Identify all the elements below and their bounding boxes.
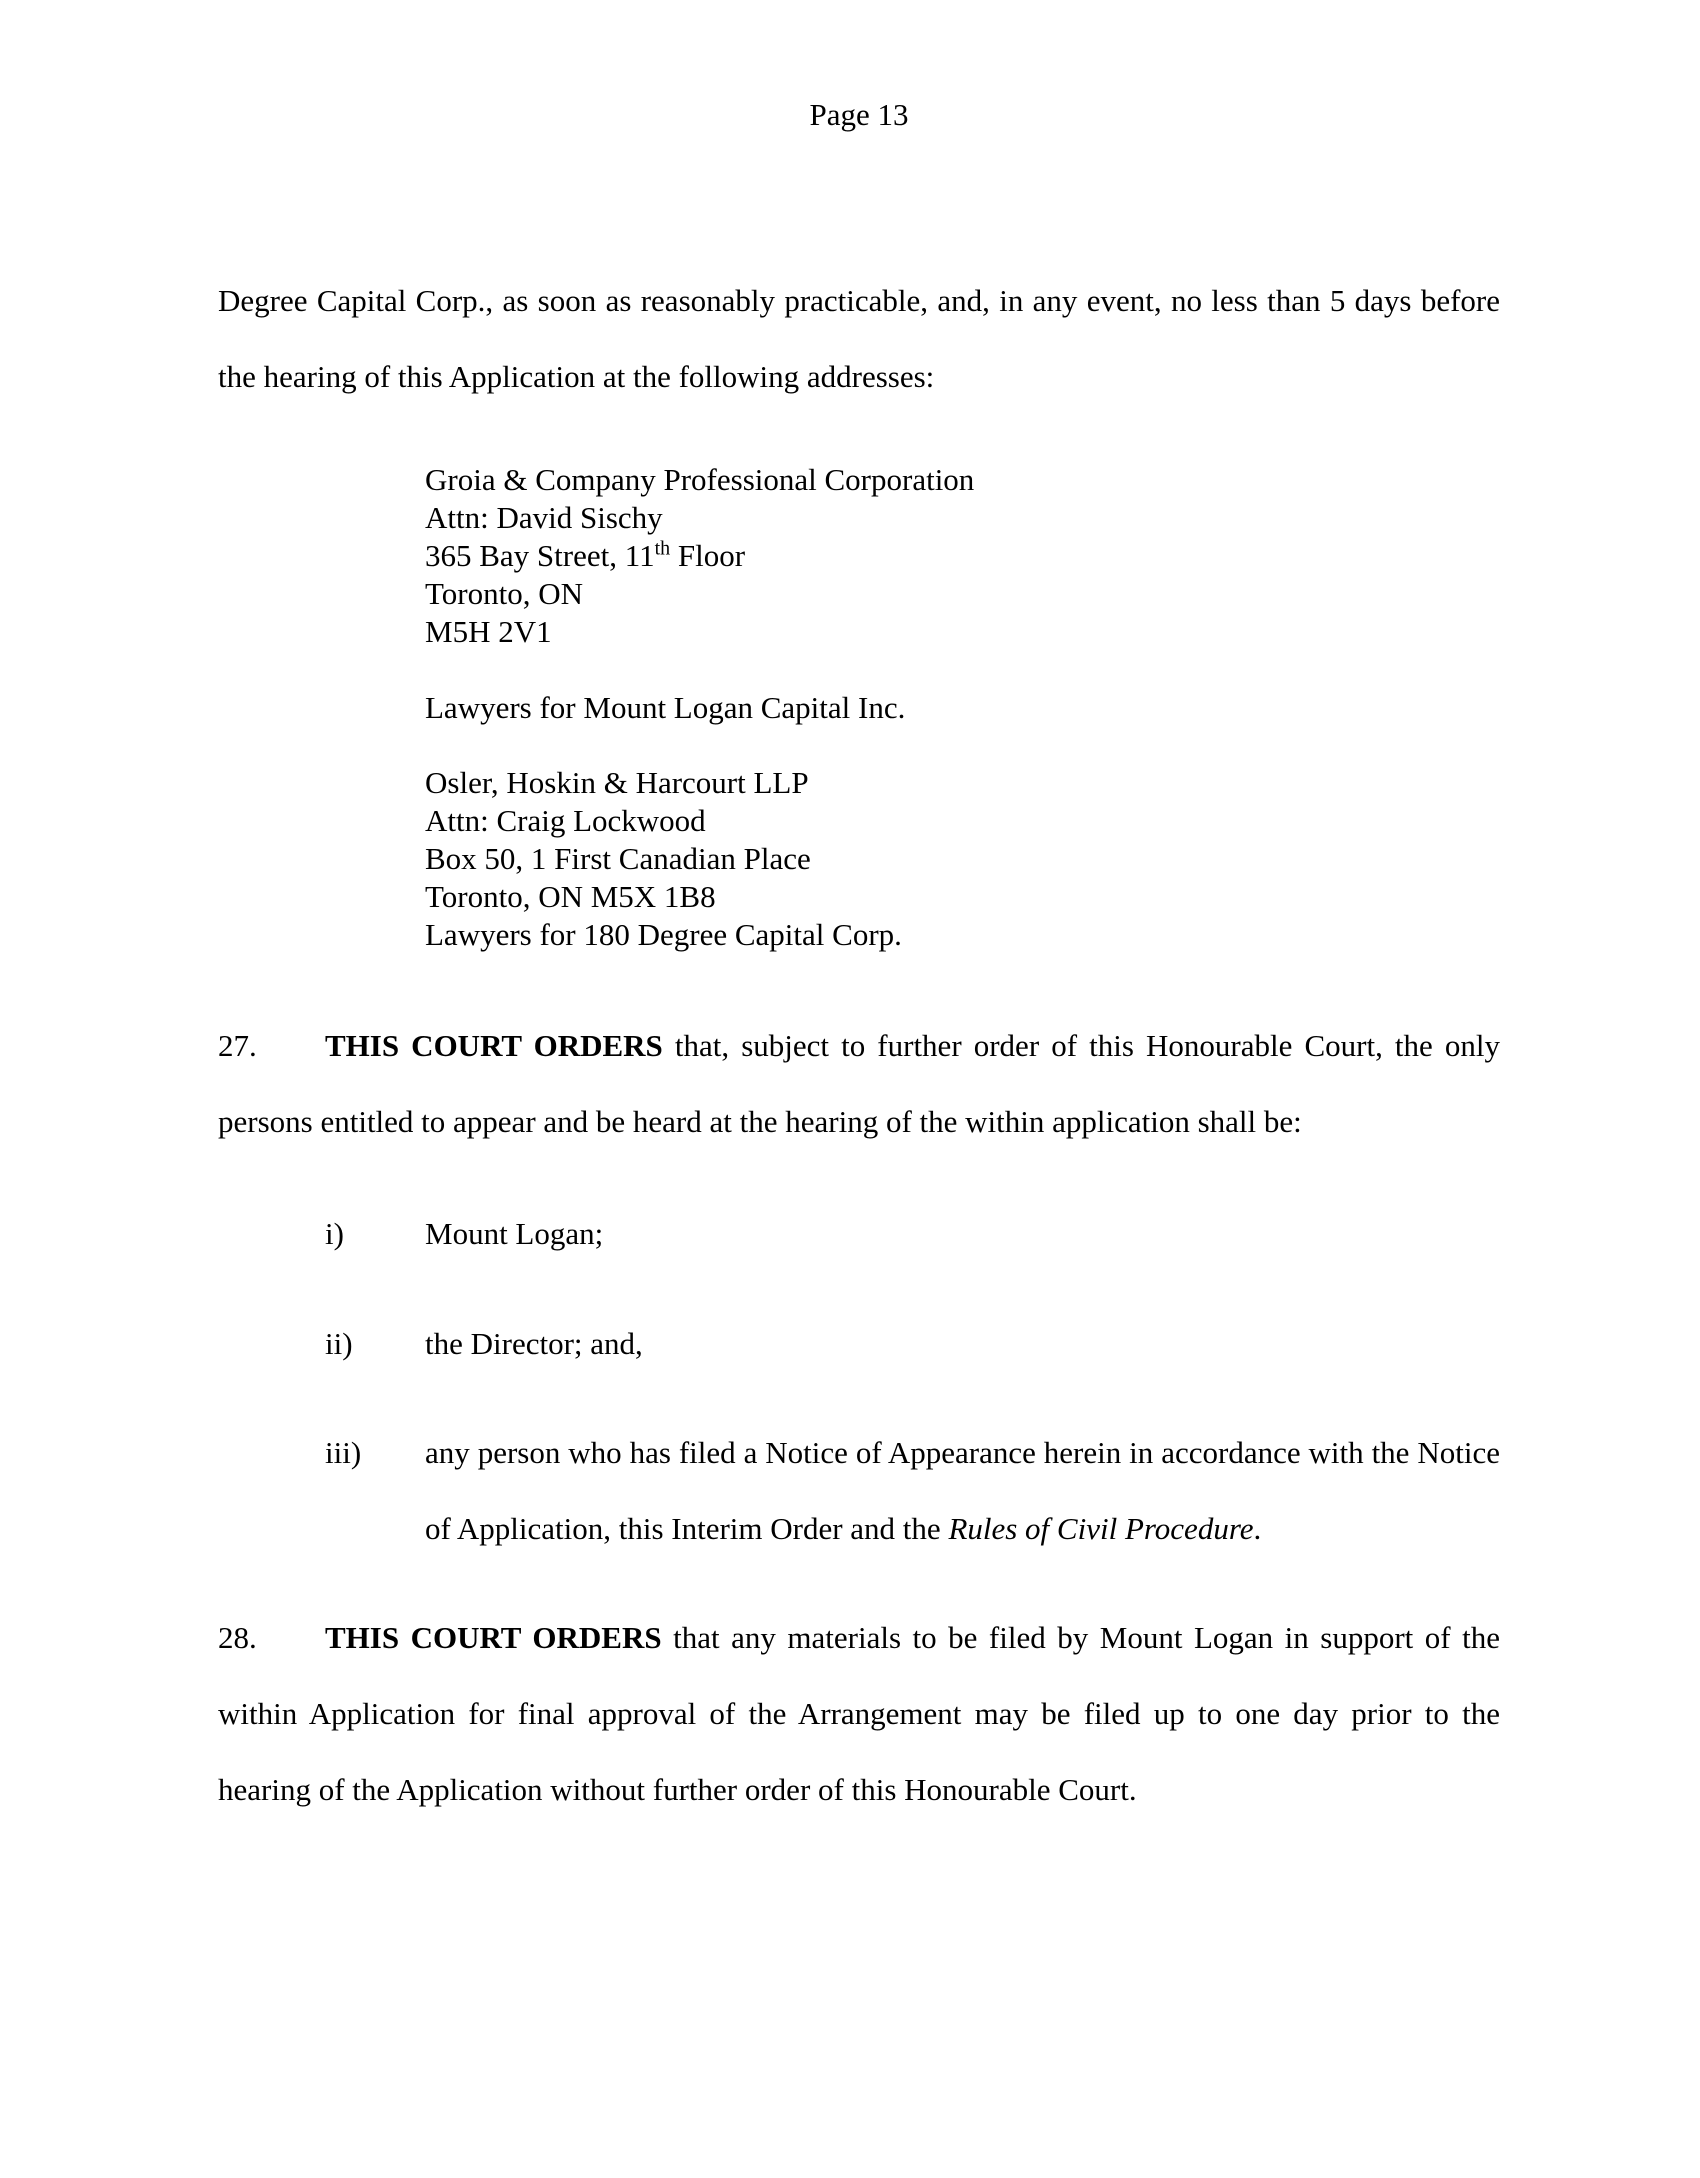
list-item-text: Mount Logan; xyxy=(425,1216,604,1251)
address-block-groia xyxy=(218,461,1500,651)
list-item-text-italic: Rules of Civil Procedure xyxy=(948,1511,1254,1546)
list-item-label: ii) xyxy=(325,1326,353,1361)
street-prefix: 365 Bay Street, 11 xyxy=(425,538,655,573)
intro-paragraph: Degree Capital Corp., as soon as reasonably practicable, and, in any event, no less than 5 days before the hearing of this Application at the following addresses: xyxy=(218,283,1500,394)
paragraph-number: 27. xyxy=(218,1028,257,1063)
address-block-osler xyxy=(218,764,1500,954)
page-number: Page 13 xyxy=(809,97,909,132)
list-item-text-end: . xyxy=(1253,1511,1262,1546)
paragraph-text: that, subject to further order of this Honourable Court, the only persons entitled to appear and be heard at the hearing of the within application shall be: xyxy=(218,1028,1500,1139)
list-item-text: the Director; and, xyxy=(425,1326,643,1361)
paragraph-number: 28. xyxy=(218,1620,257,1655)
list-item-label: iii) xyxy=(325,1435,362,1470)
ordinal-superscript: th xyxy=(654,537,671,560)
paragraph-27 xyxy=(218,1008,1500,1160)
list-item-ii xyxy=(218,1306,1500,1382)
list-item-iii xyxy=(218,1415,1500,1567)
paragraph-text: that any materials to be filed by Mount Logan in support of the within Application for final approval of the Arrangement may be filed up to one day prior to the hearing of the Application without further order of this Honourable Court. xyxy=(218,1620,1500,1807)
address-line-attn: Attn: David Sischy xyxy=(425,500,663,535)
list-item-i xyxy=(218,1196,1500,1272)
list-item-label: i) xyxy=(325,1216,344,1251)
address-line-attn: Attn: Craig Lockwood xyxy=(425,803,706,838)
address-line-city: Toronto, ON xyxy=(425,576,583,611)
address-line-city-postal: Toronto, ON M5X 1B8 xyxy=(425,879,716,914)
address-line-postal: M5H 2V1 xyxy=(425,614,552,649)
paragraph-28 xyxy=(218,1600,1500,1828)
address-line-firm: Groia & Company Professional Corporation xyxy=(425,462,975,497)
address-line-firm: Osler, Hoskin & Harcourt LLP xyxy=(425,765,809,800)
address-line-street: Box 50, 1 First Canadian Place xyxy=(425,841,811,876)
lawyers-line-mount-logan: Lawyers for Mount Logan Capital Inc. xyxy=(425,690,906,725)
address-line-street xyxy=(425,537,1500,575)
court-orders-bold: THIS COURT ORDERS xyxy=(325,1620,662,1655)
court-orders-bold: THIS COURT ORDERS xyxy=(325,1028,663,1063)
street-suffix: Floor xyxy=(670,538,746,573)
list-item-text: any person who has filed a Notice of Appearance herein in accordance with the Notice of Application, this Interim Order and the xyxy=(425,1435,1500,1546)
lawyers-line-180-degree: Lawyers for 180 Degree Capital Corp. xyxy=(425,917,902,952)
